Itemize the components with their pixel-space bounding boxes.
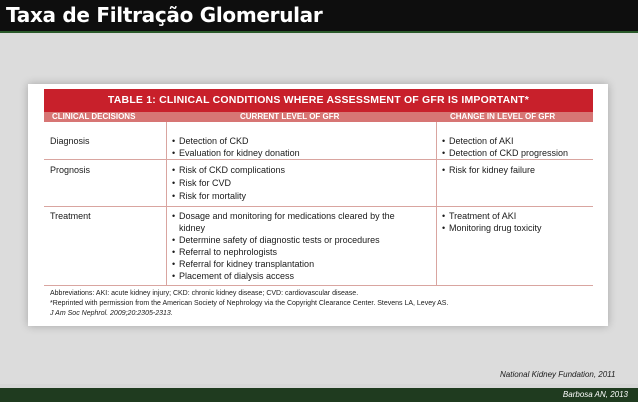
row-divider <box>44 159 593 160</box>
current-level-item: • Risk for mortality <box>172 191 247 201</box>
slide-title: Taxa de Filtração Glomerular <box>6 3 323 27</box>
source-credit: National Kidney Fundation, 2011 <box>500 370 616 379</box>
footnote-citation: J Am Soc Nephrol. 2009;20:2305-2313. <box>50 310 173 317</box>
decision-cell: Treatment <box>50 211 91 221</box>
table-header-row <box>44 112 593 122</box>
table-title: TABLE 1: CLINICAL CONDITIONS WHERE ASSESSMENT OF GFR IS IMPORTANT* <box>44 89 593 112</box>
footnote-reprint: *Reprinted with permission from the American Society of Nephrology via the Copyright Clearance Center. Stevens LA, Levey AS. <box>50 300 449 307</box>
column-divider <box>436 122 437 285</box>
current-level-item: • Referral to nephrologists <box>172 247 278 257</box>
change-level-item: • Monitoring drug toxicity <box>442 223 542 233</box>
gfr-table <box>44 89 593 321</box>
slide-title-bar <box>0 0 638 33</box>
current-level-item: • Detection of CKD <box>172 136 249 146</box>
current-level-item: • Risk for CVD <box>172 178 232 188</box>
current-level-item: • Determine safety of diagnostic tests or procedures <box>172 235 380 245</box>
column-divider <box>166 122 167 285</box>
current-level-item-continuation: kidney <box>179 223 206 233</box>
author-credit: Barbosa AN, 2013 <box>562 390 628 399</box>
current-level-item: • Dosage and monitoring for medications cleared by the <box>172 211 395 221</box>
change-level-item: • Detection of CKD progression <box>442 148 569 158</box>
footnote-abbreviations: Abbreviations: AKI: acute kidney injury; CKD: chronic kidney disease; CVD: cardiovascular disease. <box>50 290 359 297</box>
current-level-item: • Placement of dialysis access <box>172 271 295 281</box>
change-level-item: • Risk for kidney failure <box>442 165 536 175</box>
decision-cell: Prognosis <box>50 165 91 175</box>
table-footnotes <box>44 285 593 321</box>
row-divider <box>44 206 593 207</box>
current-level-item: • Risk of CKD complications <box>172 165 286 175</box>
change-level-item: • Treatment of AKI <box>442 211 517 221</box>
header-clinical-decisions: CLINICAL DECISIONS <box>52 112 136 121</box>
header-current-level: CURRENT LEVEL OF GFR <box>240 112 340 121</box>
current-level-item: • Referral for kidney transplantation <box>172 259 315 269</box>
current-level-item: • Evaluation for kidney donation <box>172 148 300 158</box>
decision-cell: Diagnosis <box>50 136 90 146</box>
change-level-item: • Detection of AKI <box>442 136 514 146</box>
header-change-level: CHANGE IN LEVEL OF GFR <box>450 112 556 121</box>
footer-bar <box>0 388 638 402</box>
